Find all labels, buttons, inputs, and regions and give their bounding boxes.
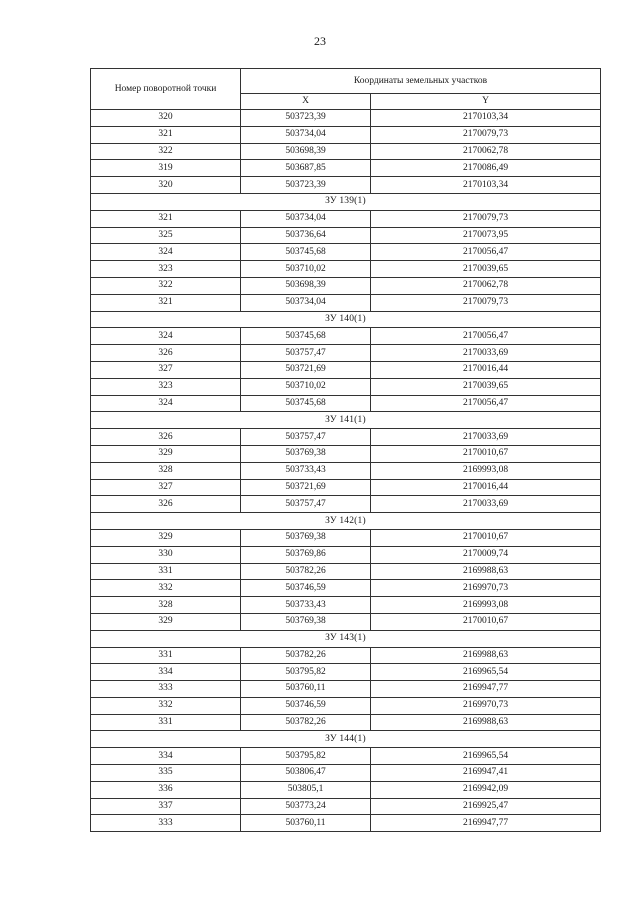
x-coordinate-cell: 503710,02: [241, 261, 371, 278]
x-coordinate-cell: 503734,04: [241, 126, 371, 143]
table-row: [91, 563, 601, 580]
point-number-cell: 331: [91, 563, 241, 580]
x-coordinate-cell: 503773,24: [241, 798, 371, 815]
table-row: [91, 714, 601, 731]
x-coordinate-cell: 503760,11: [241, 681, 371, 698]
point-number-cell: 320: [91, 177, 241, 194]
x-coordinate-cell: 503721,69: [241, 361, 371, 378]
section-title: ЗУ 139(1): [91, 193, 601, 210]
y-coordinate-cell: 2170079,73: [371, 210, 601, 227]
x-coordinate-cell: 503782,26: [241, 563, 371, 580]
point-number-cell: 328: [91, 462, 241, 479]
y-coordinate-cell: 2170056,47: [371, 244, 601, 261]
table-row: [91, 345, 601, 362]
y-coordinate-cell: 2169988,63: [371, 647, 601, 664]
table-row: [91, 378, 601, 395]
x-coordinate-cell: 503757,47: [241, 345, 371, 362]
x-coordinate-cell: 503806,47: [241, 765, 371, 782]
point-number-cell: 326: [91, 429, 241, 446]
point-number-cell: 333: [91, 681, 241, 698]
point-number-cell: 333: [91, 815, 241, 832]
y-coordinate-cell: 2170016,44: [371, 479, 601, 496]
y-coordinate-cell: 2170010,67: [371, 613, 601, 630]
section-title: ЗУ 143(1): [91, 630, 601, 647]
section-title: ЗУ 144(1): [91, 731, 601, 748]
point-number-cell: 326: [91, 496, 241, 513]
y-coordinate-cell: 2170033,69: [371, 496, 601, 513]
x-coordinate-cell: 503757,47: [241, 496, 371, 513]
point-number-cell: 327: [91, 361, 241, 378]
point-number-cell: 330: [91, 546, 241, 563]
x-coordinate-cell: 503745,68: [241, 395, 371, 412]
point-number-cell: 325: [91, 227, 241, 244]
table-row: [91, 748, 601, 765]
table-row: [91, 681, 601, 698]
point-number-cell: 331: [91, 714, 241, 731]
y-coordinate-cell: 2169947,77: [371, 815, 601, 832]
point-number-cell: 334: [91, 664, 241, 681]
table-row: [91, 529, 601, 546]
table-row: [91, 361, 601, 378]
point-number-cell: 329: [91, 445, 241, 462]
x-coordinate-cell: 503746,59: [241, 697, 371, 714]
point-number-cell: 324: [91, 328, 241, 345]
y-coordinate-cell: 2169988,63: [371, 563, 601, 580]
y-coordinate-cell: 2170039,65: [371, 261, 601, 278]
header-point-number: Номер поворотной точки: [91, 69, 241, 110]
table-row: [91, 429, 601, 446]
table-row: [91, 546, 601, 563]
table-row: [91, 664, 601, 681]
point-number-cell: 332: [91, 697, 241, 714]
x-coordinate-cell: 503687,85: [241, 160, 371, 177]
point-number-cell: 322: [91, 277, 241, 294]
header-coordinates: Координаты земельных участков: [241, 69, 601, 94]
x-coordinate-cell: 503734,04: [241, 210, 371, 227]
x-coordinate-cell: 503746,59: [241, 580, 371, 597]
table-row: [91, 445, 601, 462]
y-coordinate-cell: 2169993,08: [371, 462, 601, 479]
x-coordinate-cell: 503745,68: [241, 244, 371, 261]
y-coordinate-cell: 2170086,49: [371, 160, 601, 177]
point-number-cell: 323: [91, 261, 241, 278]
x-coordinate-cell: 503723,39: [241, 177, 371, 194]
x-coordinate-cell: 503723,39: [241, 110, 371, 127]
y-coordinate-cell: 2170079,73: [371, 126, 601, 143]
y-coordinate-cell: 2170103,34: [371, 177, 601, 194]
x-coordinate-cell: 503782,26: [241, 647, 371, 664]
x-coordinate-cell: 503795,82: [241, 664, 371, 681]
x-coordinate-cell: 503733,43: [241, 462, 371, 479]
y-coordinate-cell: 2170056,47: [371, 395, 601, 412]
table-row: [91, 781, 601, 798]
y-coordinate-cell: 2169988,63: [371, 714, 601, 731]
point-number-cell: 329: [91, 613, 241, 630]
point-number-cell: 324: [91, 395, 241, 412]
table-row: [91, 160, 601, 177]
y-coordinate-cell: 2169942,09: [371, 781, 601, 798]
section-title: ЗУ 142(1): [91, 513, 601, 530]
point-number-cell: 334: [91, 748, 241, 765]
table-row: [91, 210, 601, 227]
table-row: [91, 143, 601, 160]
section-header-row: [91, 193, 601, 210]
y-coordinate-cell: 2169970,73: [371, 697, 601, 714]
table-row: [91, 462, 601, 479]
x-coordinate-cell: 503769,38: [241, 613, 371, 630]
x-coordinate-cell: 503721,69: [241, 479, 371, 496]
y-coordinate-cell: 2170010,67: [371, 529, 601, 546]
table-row: [91, 496, 601, 513]
x-coordinate-cell: 503769,86: [241, 546, 371, 563]
y-coordinate-cell: 2170033,69: [371, 429, 601, 446]
point-number-cell: 321: [91, 210, 241, 227]
x-coordinate-cell: 503805,1: [241, 781, 371, 798]
x-coordinate-cell: 503733,43: [241, 597, 371, 614]
x-coordinate-cell: 503769,38: [241, 445, 371, 462]
x-coordinate-cell: 503736,64: [241, 227, 371, 244]
table-row: [91, 798, 601, 815]
point-number-cell: 321: [91, 294, 241, 311]
header-x: X: [241, 94, 371, 110]
point-number-cell: 336: [91, 781, 241, 798]
point-number-cell: 327: [91, 479, 241, 496]
y-coordinate-cell: 2170056,47: [371, 328, 601, 345]
y-coordinate-cell: 2170033,69: [371, 345, 601, 362]
point-number-cell: 321: [91, 126, 241, 143]
y-coordinate-cell: 2169925,47: [371, 798, 601, 815]
page-number: 23: [314, 34, 326, 48]
point-number-cell: 331: [91, 647, 241, 664]
x-coordinate-cell: 503745,68: [241, 328, 371, 345]
table-row: [91, 597, 601, 614]
table-row: [91, 697, 601, 714]
point-number-cell: 322: [91, 143, 241, 160]
y-coordinate-cell: 2170039,65: [371, 378, 601, 395]
section-header-row: [91, 630, 601, 647]
section-header-row: [91, 513, 601, 530]
table-row: [91, 815, 601, 832]
y-coordinate-cell: 2169947,77: [371, 681, 601, 698]
point-number-cell: 332: [91, 580, 241, 597]
point-number-cell: 319: [91, 160, 241, 177]
y-coordinate-cell: 2170010,67: [371, 445, 601, 462]
table-row: [91, 395, 601, 412]
y-coordinate-cell: 2170016,44: [371, 361, 601, 378]
x-coordinate-cell: 503757,47: [241, 429, 371, 446]
point-number-cell: 337: [91, 798, 241, 815]
table-row: [91, 110, 601, 127]
table-row: [91, 765, 601, 782]
y-coordinate-cell: 2170009,74: [371, 546, 601, 563]
table-row: [91, 613, 601, 630]
x-coordinate-cell: 503769,38: [241, 529, 371, 546]
y-coordinate-cell: 2170062,78: [371, 277, 601, 294]
coordinates-table: [90, 68, 601, 832]
point-number-cell: 323: [91, 378, 241, 395]
point-number-cell: 328: [91, 597, 241, 614]
table-row: [91, 294, 601, 311]
table-row: [91, 328, 601, 345]
y-coordinate-cell: 2169947,41: [371, 765, 601, 782]
section-header-row: [91, 311, 601, 328]
section-title: ЗУ 141(1): [91, 412, 601, 429]
point-number-cell: 326: [91, 345, 241, 362]
point-number-cell: 320: [91, 110, 241, 127]
y-coordinate-cell: 2169993,08: [371, 597, 601, 614]
x-coordinate-cell: 503795,82: [241, 748, 371, 765]
table-row: [91, 580, 601, 597]
table-row: [91, 126, 601, 143]
table-row: [91, 227, 601, 244]
table-row: [91, 647, 601, 664]
table-row: [91, 177, 601, 194]
x-coordinate-cell: 503760,11: [241, 815, 371, 832]
y-coordinate-cell: 2169970,73: [371, 580, 601, 597]
y-coordinate-cell: 2169965,54: [371, 664, 601, 681]
x-coordinate-cell: 503698,39: [241, 143, 371, 160]
y-coordinate-cell: 2170062,78: [371, 143, 601, 160]
y-coordinate-cell: 2169965,54: [371, 748, 601, 765]
point-number-cell: 335: [91, 765, 241, 782]
header-y: Y: [371, 94, 601, 110]
table-row: [91, 277, 601, 294]
x-coordinate-cell: 503698,39: [241, 277, 371, 294]
point-number-cell: 329: [91, 529, 241, 546]
section-header-row: [91, 731, 601, 748]
y-coordinate-cell: 2170073,95: [371, 227, 601, 244]
table-row: [91, 261, 601, 278]
table-body: [91, 110, 601, 832]
table-row: [91, 479, 601, 496]
y-coordinate-cell: 2170103,34: [371, 110, 601, 127]
y-coordinate-cell: 2170079,73: [371, 294, 601, 311]
x-coordinate-cell: 503734,04: [241, 294, 371, 311]
table-row: [91, 244, 601, 261]
point-number-cell: 324: [91, 244, 241, 261]
section-title: ЗУ 140(1): [91, 311, 601, 328]
section-header-row: [91, 412, 601, 429]
x-coordinate-cell: 503710,02: [241, 378, 371, 395]
x-coordinate-cell: 503782,26: [241, 714, 371, 731]
